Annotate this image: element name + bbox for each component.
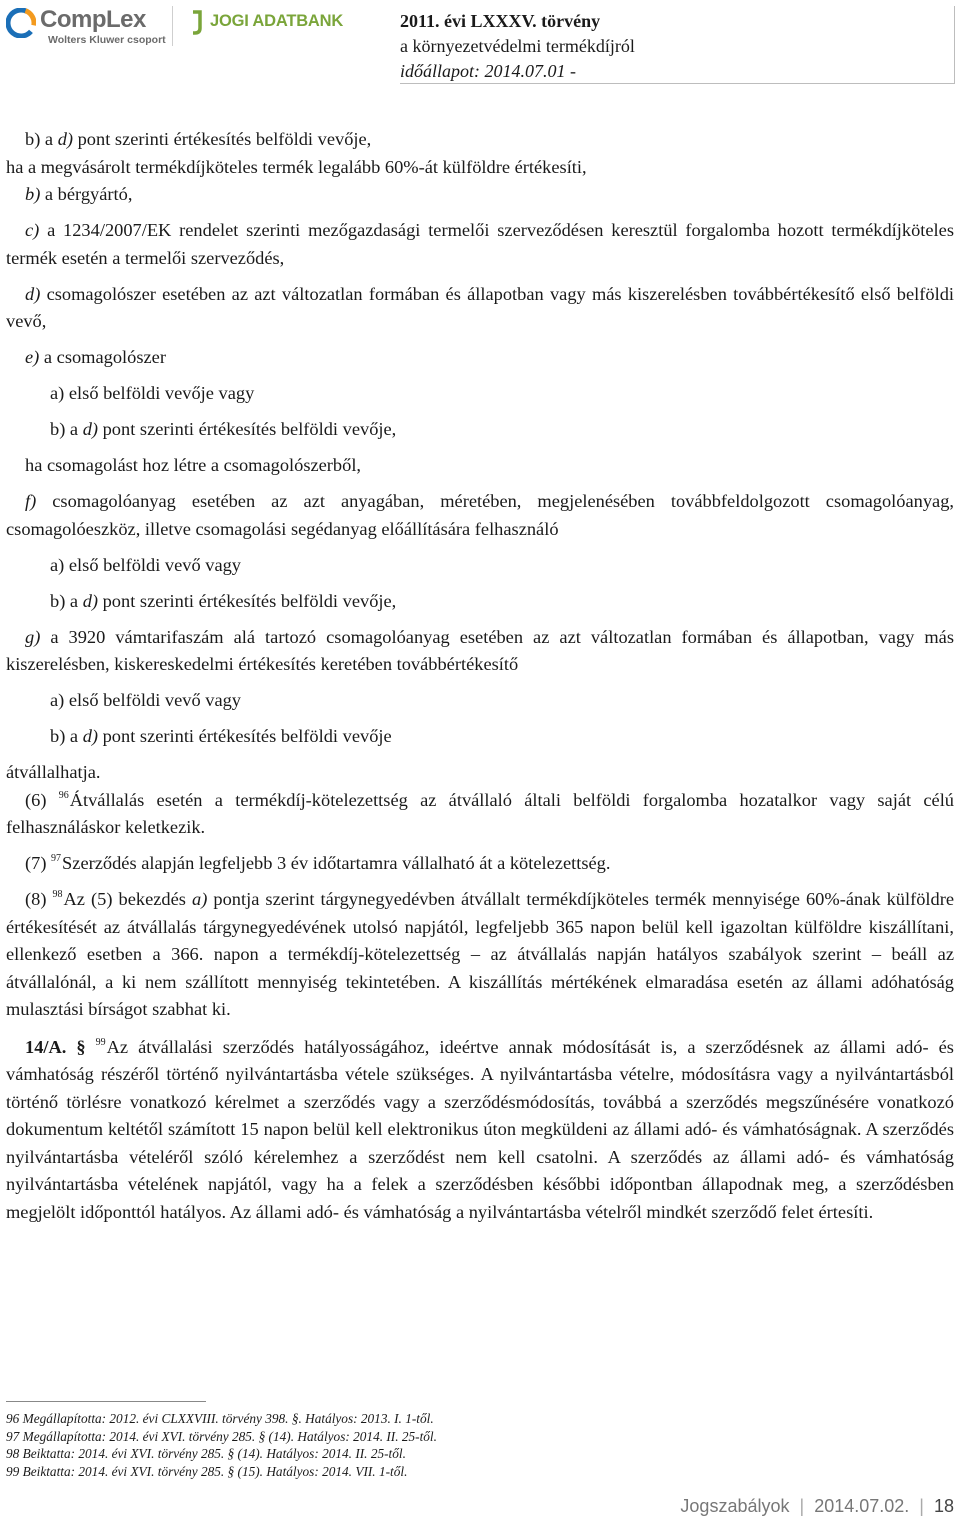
list-item: b) a d) pont szerinti értékesítés belföldi vevője <box>50 726 392 746</box>
footer-separator: | <box>919 1496 924 1516</box>
list-item: b) a d) pont szerinti értékesítés belföldi vevője, <box>25 129 372 149</box>
list-item: b) a d) pont szerinti értékesítés belföldi vevője, <box>50 419 397 439</box>
jogi-logo-icon <box>190 8 210 36</box>
section-number: 14/A. § <box>25 1036 86 1057</box>
footnote-99: 99 Beiktatta: 2014. évi XVI. törvény 285. § (15). Hatályos: 2014. VII. 1-től. <box>6 1463 408 1479</box>
list-item: ha a megvásárolt termékdíjköteles termék legalább 60%-át külföldre értékesíti, <box>6 156 587 177</box>
footnote-96: 96 Megállapította: 2012. évi CLXXVIII. törvény 398. §. Hatályos: 2013. I. 1-től. <box>6 1411 434 1426</box>
header-rule <box>400 83 955 84</box>
paragraph-f: f) csomagolóanyag esetében az azt anyagában, méretében, megjelenésében továbbfeldolgozott csomagolóanyag, csomagolóeszköz, illetve csomagolási segédanyag előállítására felhasználó <box>6 491 954 539</box>
list-item: a) első belföldi vevő vagy <box>50 690 242 710</box>
complex-logo-subtitle: Wolters Kluwer csoport <box>48 34 166 46</box>
list-item: a) első belföldi vevő vagy <box>50 554 242 575</box>
document-body <box>6 126 954 1226</box>
list-item: ha csomagolást hoz létre a csomagolószerből, <box>25 455 362 475</box>
page-header <box>0 0 960 80</box>
list-item: b) a bérgyártó, <box>25 184 133 204</box>
footnote-rule <box>6 1401 206 1402</box>
paragraph-g: g) a 3920 vámtarifaszám alá tartozó csomagolóanyag esetében az azt változatlan formában és állapotban, vagy más kiszerelésben, kiskereskedelmi értékesítés keretében továbbértékesítő <box>6 626 954 674</box>
paragraph-8: (8) $^{98}$Az (5) bekezdés a) pontja szerint tárgynegyedévben átvállalt termékdíjköteles termék mennyisége 60%-ának külföldre értékesítését az átvállalás tárgynegyedévének utolsó napjától, legfeljebb 365 napon belül kell igazoltan külföldre kiszállítani, ellenkező esetben a 366. napon a termékdíj-kötelezettség – az átvállalás napján hatályos szabályok szerint – beáll az átvállalónál, a ki nem szállított mennyiség tekintetében. A kiszállítás mértékének elmaradása esetén az állami adóhatóság mulasztási bírságot szabhat ki. <box>6 889 955 1019</box>
footer-date: 2014.07.02. <box>814 1496 910 1516</box>
list-item: b) a d) pont szerinti értékesítés belföldi vevője, <box>50 590 397 611</box>
page-number: 18 <box>933 1496 954 1516</box>
section-14a: 14/A. § $^{99}$Az átvállalási szerződés hatályosságához, ideértve annak módosítását is, a szerződésnek az állami adó- és vámhatóság részéről történő nyilvántartásba vétele szükséges. A nyilvántartásba vételre, módosításra vagy a nyilvántartásból történő törlésre vonatkozó kérelmet a szerződés vagy a szerződésmódosítás, továbbá a szerződés megszűnésére vonatkozó dokumentum keltétől számított 15 napon belül kell elektronikus úton megküldeni az állami adó- és vámhatóságnak. A szerződés nyilvántartásba vételéről szóló kérelemhez a szerződést nem kell csatolni. A szerződés az állami adó- és vámhatóság nyilvántartásba vételének napjától, vagy ha a felek a szerződésben későbbi időpontban állapodnak meg, a szerződésben megjelölt időponttól hatályos. Az állami adó- és vámhatóság a nyilvántartásba vételről mindkét szerződő felet értesíti. <box>6 1036 954 1222</box>
paragraph-d: d) csomagolószer esetében az azt változatlan formában és állapotban vagy más kiszerelésben továbbértékesítő első belföldi vevő, <box>6 283 954 331</box>
closing-line: átvállalhatja. <box>6 762 101 782</box>
complex-logo-icon <box>6 8 36 38</box>
complex-logo-name: CompLex <box>40 6 146 33</box>
document-info <box>400 9 635 84</box>
paragraph-6: (6) $^{96}$Átvállalás esetén a termékdíj-kötelezettség az átvállaló általi belföldi forgalomba hozatalkor vagy saját célú felhasználáskor keletkezik. <box>6 789 954 837</box>
footnote-97: 97 Megállapította: 2014. évi XVI. törvény 285. § (14). Hatályos: 2014. II. 25-től. <box>6 1428 437 1444</box>
paragraph-7: (7) $^{97}$Szerződés alapján legfeljebb 3 év időtartamra vállalható át a kötelezettség. <box>25 853 611 873</box>
footnotes <box>6 1410 437 1480</box>
complex-logo <box>6 4 166 48</box>
paragraph-e: e) a csomagolószer <box>25 347 166 367</box>
list-item: a) első belföldi vevője vagy <box>50 383 255 403</box>
time-state: időállapot: 2014.07.01 - <box>400 61 576 81</box>
footer-separator: | <box>799 1496 805 1516</box>
header-divider <box>172 6 173 46</box>
paragraph-c: c) a 1234/2007/EK rendelet szerinti mezőgazdasági termelői szerveződésen keresztül forgalomba hozott termékdíjköteles termék esetén a termelői szerveződés, <box>6 220 954 268</box>
law-title: 2011. évi LXXXV. törvény <box>400 11 601 31</box>
footer-label: Jogszabályok <box>680 1496 790 1516</box>
law-subtitle: a környezetvédelmi termékdíjról <box>400 36 635 56</box>
page-footer <box>680 1496 954 1517</box>
footnote-98: 98 Beiktatta: 2014. évi XVI. törvény 285. § (14). Hatályos: 2014. II. 25-től. <box>6 1446 406 1461</box>
header-rule-vertical <box>954 6 955 84</box>
jogi-logo-text: JOGI ADATBANK <box>210 12 344 30</box>
